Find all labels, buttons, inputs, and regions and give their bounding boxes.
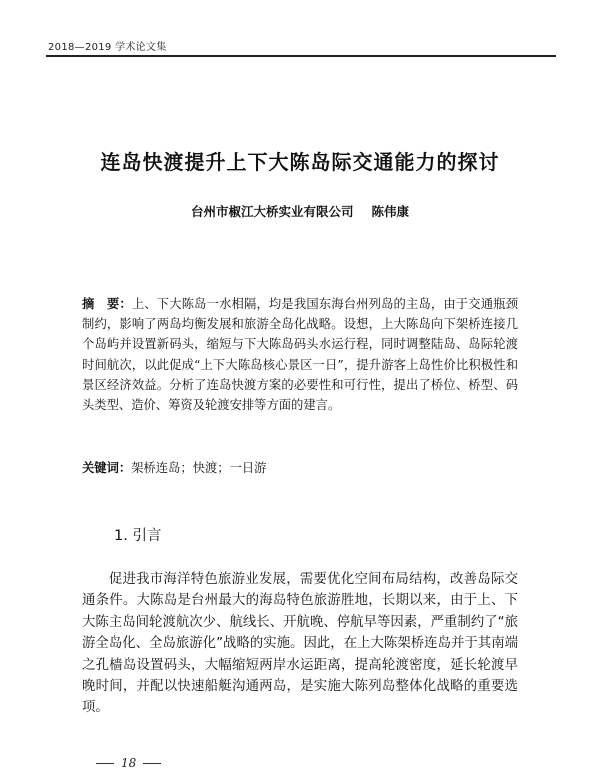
running-header: 2018—2019 学术论文集 (48, 42, 167, 53)
footer-dash-left (96, 763, 114, 764)
body-paragraph: 促进我市海洋特色旅游业发展，需要优化空间布局结构，改善岛际交通条件。大陈岛是台州最大的海岛特色旅游胜地，长期以来，由于上、下大陈主岛间轮渡航次少、航线长、开航晚、停航早等因素，严重制约了“旅游全岛化、全岛旅游化”战略的实施。因此，在上大陈架桥连岛并于其南端之孔樯岛设置码头，大幅缩短两岸水运距离，提高轮渡密度，延长轮渡早晚时间，并配以快速船艇沟通两岛，是实施大陈列岛整体化战略的重要选项。 (82, 572, 518, 716)
affiliation: 台州市椒江大桥实业有限公司 (190, 204, 354, 219)
keywords-text: 架桥连岛；快渡；一日游 (131, 461, 267, 475)
article-title: 连岛快渡提升上下大陈岛际交通能力的探讨 (100, 150, 500, 174)
keywords (82, 458, 518, 476)
page-number: 18 (121, 756, 137, 770)
author-name: 陈伟康 (371, 204, 410, 219)
page-footer (96, 756, 161, 770)
abstract-label: 摘 要： (82, 296, 132, 311)
abstract-text: 上、下大陈岛一水相隔，均是我国东海台州列岛的主岛，由于交通瓶颈制约，影响了两岛均衡发展和旅游全岛化战略。设想，上大陈岛向下架桥连接几个岛屿并设置新码头，缩短与下大陈岛码头水运行程，同时调整陆岛、岛际轮渡时间航次，以此促成“上下大陈岛核心景区一日”，提升游客上岛性价比积极性和景区经济效益。分析了连岛快渡方案的必要性和可行性，提出了桥位、桥型、码头类型、造价、筹资及轮渡安排等方面的建言。 (82, 297, 518, 413)
abstract (82, 294, 518, 415)
section-heading: 1. 引言 (114, 528, 162, 544)
header-rule (46, 55, 556, 57)
footer-dash-right (143, 763, 161, 764)
body-text (82, 569, 518, 719)
author-line (0, 202, 600, 220)
keywords-label: 关键词： (82, 460, 132, 475)
